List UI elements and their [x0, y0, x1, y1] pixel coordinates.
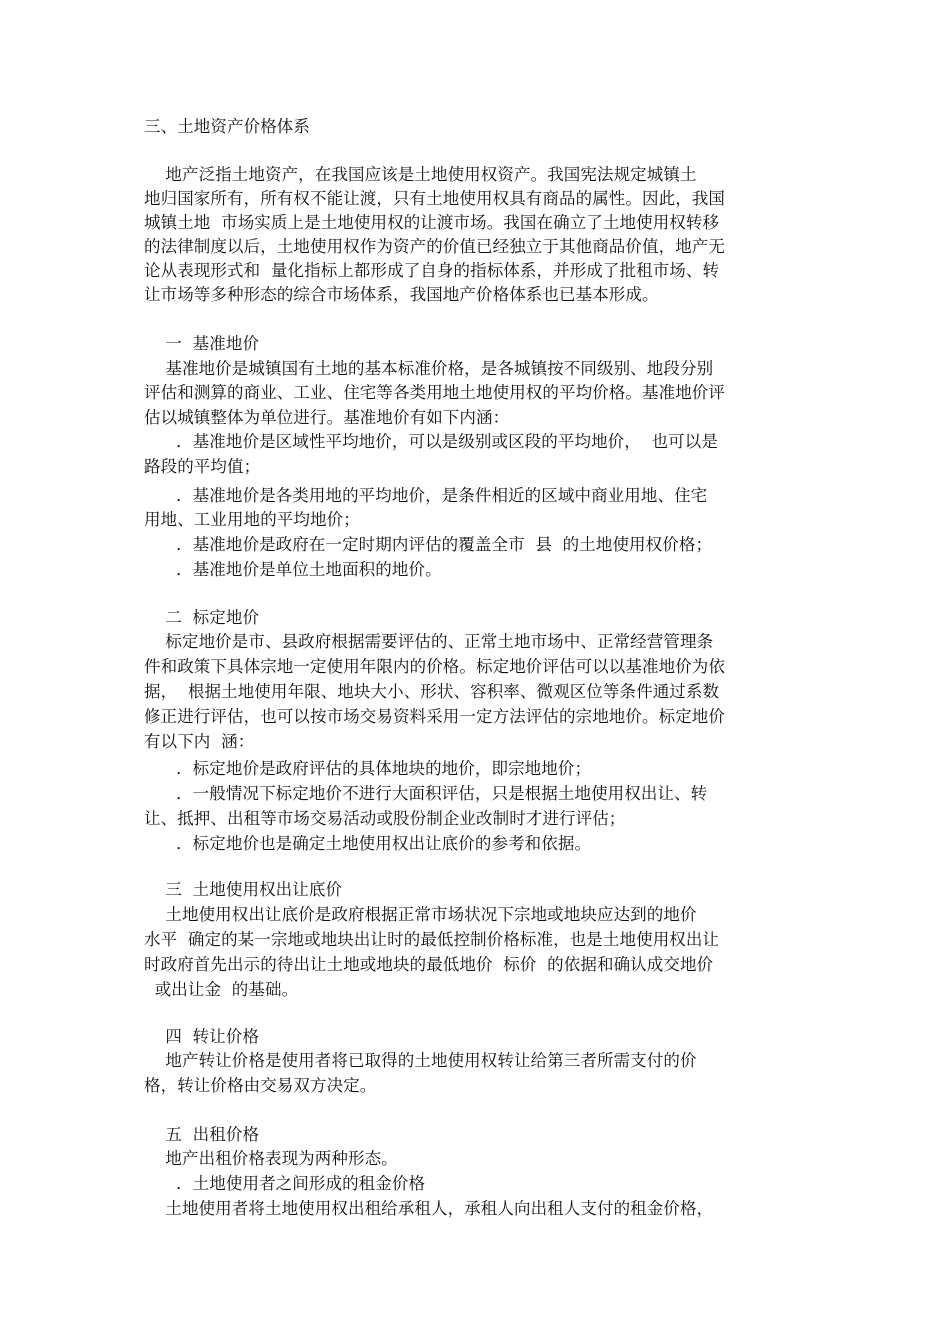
subsection-heading: 五 出租价格 — [144, 1125, 260, 1144]
paragraph-line: 评估和测算的商业、工业、住宅等各类用地土地使用权的平均价格。基准地价评 — [144, 383, 725, 402]
intro-line: 的法律制度以后，土地使用权作为资产的价值已经独立于其他商品价值，地产无 — [144, 237, 725, 256]
subsection-heading: 三 土地使用权出让底价 — [144, 880, 343, 899]
paragraph-line: 标定地价是市、县政府根据需要评估的、正常土地市场中、正常经营管理条 — [144, 632, 714, 651]
intro-line: 城镇土地 市场实质上是土地使用权的让渡市场。我国在确立了土地使用权转移 — [144, 213, 720, 232]
paragraph-line: 时政府首先出示的待出让土地或地块的最低地价 标价 的依据和确认成交地价 — [144, 955, 714, 974]
paragraph-line: 基准地价是城镇国有土地的基本标准价格，是各城镇按不同级别、地段分别 — [144, 359, 714, 378]
list-item: ．基准地价是单位土地面积的地价。 — [144, 560, 442, 579]
list-item-continued: 让、抵押、出租等市场交易活动或股份制企业改制时才进行评估； — [144, 809, 626, 828]
paragraph-line: 土地使用者将土地使用权出租给承租人，承租人向出租人支付的租金价格， — [144, 1199, 714, 1218]
list-item: ．一般情况下标定地价不进行大面积评估，只是根据土地使用权出让、转 — [144, 784, 708, 803]
intro-line: 地产泛指土地资产，在我国应该是土地使用权资产。我国宪法规定城镇土 — [144, 165, 697, 184]
paragraph-line: 地产出租价格表现为两种形态。 — [144, 1149, 398, 1168]
list-item-continued: 路段的平均值； — [144, 457, 261, 476]
intro-line: 让市场等多种形态的综合市场体系，我国地产价格体系也已基本形成。 — [144, 285, 659, 304]
list-item: ．标定地价也是确定土地使用权出让底价的参考和依据。 — [144, 834, 592, 853]
paragraph-line: 格，转让价格由交易双方决定。 — [144, 1076, 377, 1095]
list-item: ．土地使用者之间形成的租金价格 — [144, 1174, 426, 1193]
section-title: 三、土地资产价格体系 — [144, 117, 310, 136]
paragraph-line: 估以城镇整体为单位进行。基准地价有如下内涵： — [144, 408, 510, 427]
paragraph-line: 或出让金 的基础。 — [144, 980, 299, 999]
list-item-continued: 用地、工业用地的平均地价； — [144, 510, 360, 529]
paragraph-line: 修正进行评估，也可以按市场交易资料采用一定方法评估的宗地地价。标定地价 — [144, 707, 725, 726]
list-item: ．基准地价是政府在一定时期内评估的覆盖全市 县 的土地使用权价格； — [144, 535, 713, 554]
paragraph-line: 水平 确定的某一宗地或地块出让时的最低控制价格标准，也是土地使用权出让 — [144, 930, 720, 949]
subsection-heading: 二 标定地价 — [144, 608, 260, 627]
paragraph-line: 地产转让价格是使用者将已取得的土地使用权转让给第三者所需支付的价 — [144, 1051, 697, 1070]
paragraph-line: 据， 根据土地使用年限、地块大小、形状、容积率、微观区位等条件通过系数 — [144, 682, 720, 701]
list-item: ．基准地价是区域性平均地价，可以是级别或区段的平均地价， 也可以是 — [144, 432, 718, 451]
intro-line: 论从表现形式和 量化指标上都形成了自身的指标体系，并形成了批租市场、转 — [144, 261, 720, 280]
list-item: ．标定地价是政府评估的具体地块的地价，即宗地地价； — [144, 759, 592, 778]
paragraph-line: 有以下内 涵： — [144, 732, 255, 751]
list-item: ．基准地价是各类用地的平均地价，是条件相近的区域中商业用地、住宅 — [144, 486, 708, 505]
paragraph-line: 土地使用权出让底价是政府根据正常市场状况下宗地或地块应达到的地价 — [144, 905, 697, 924]
intro-line: 地归国家所有，所有权不能让渡，只有土地使用权具有商品的属性。因此，我国 — [144, 189, 725, 208]
subsection-heading: 一 基准地价 — [144, 334, 260, 353]
subsection-heading: 四 转让价格 — [144, 1027, 260, 1046]
paragraph-line: 件和政策下具体宗地一定使用年限内的价格。标定地价评估可以以基准地价为依 — [144, 657, 725, 676]
